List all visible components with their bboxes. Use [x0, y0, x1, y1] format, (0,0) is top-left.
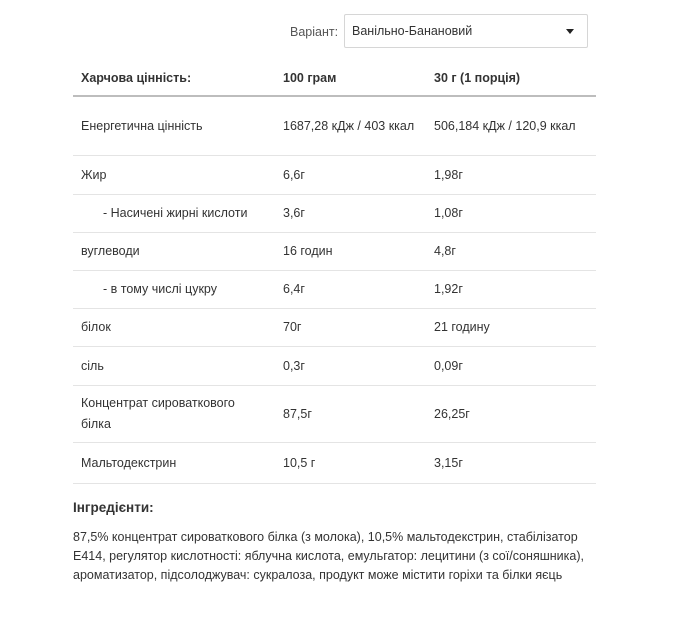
variant-selected-value: Ванільно-Банановий: [352, 24, 473, 38]
value-per-100g: 16 годин: [275, 233, 426, 271]
value-per-100g: 1687,28 кДж / 403 ккал: [275, 96, 426, 156]
value-per-100g: 0,3г: [275, 347, 426, 386]
value-per-serving: 3,15г: [426, 443, 596, 484]
value-per-serving: 1,08г: [426, 195, 596, 233]
value-per-100g: 3,6г: [275, 195, 426, 233]
table-row: [73, 386, 596, 443]
ingredients-text: 87,5% концентрат сироваткового білка (з молока), 10,5% мальтодекстрин, стабілізатор Е414, регулятор кислотності: яблучна кислота, емульгатор: лецитини (з сої/соняшника), ароматизатор, підсолоджувач: сукралоза, продукт може містити горіхи та білки яєць: [73, 530, 584, 582]
variant-select[interactable]: [344, 14, 588, 48]
variant-row: [290, 14, 473, 50]
nutrient-name: Енергетична цінність: [73, 96, 275, 156]
table-row: [73, 347, 596, 386]
value-per-serving: 1,98г: [426, 156, 596, 195]
variant-label: Варіант:: [290, 25, 339, 39]
table-row: [73, 156, 596, 195]
header-per-serving: 30 г (1 порція): [426, 62, 596, 96]
ingredients-title: Інгредієнти:: [73, 500, 154, 515]
value-per-serving: 506,184 кДж / 120,9 ккал: [426, 96, 596, 156]
value-per-100g: 87,5г: [275, 386, 426, 443]
nutrient-name: Мальтодекстрин: [73, 443, 275, 484]
nutrient-name: сіль: [73, 347, 275, 386]
nutrient-name: вуглеводи: [73, 233, 275, 271]
value-per-100g: 6,6г: [275, 156, 426, 195]
nutrient-name: Жир: [73, 156, 275, 195]
nutrition-header-row: [73, 62, 596, 96]
value-per-serving: 4,8г: [426, 233, 596, 271]
nutrient-name: - Насичені жирні кислоти: [73, 195, 275, 233]
table-row: [73, 309, 596, 347]
nutrient-name: - в тому числі цукру: [73, 271, 275, 309]
value-per-serving: 0,09г: [426, 347, 596, 386]
nutrient-name: Концентрат сироваткового білка: [73, 386, 275, 443]
chevron-down-icon: [566, 29, 574, 34]
nutrition-table: [73, 62, 596, 484]
table-row: [73, 96, 596, 156]
table-row: [73, 443, 596, 484]
value-per-100g: 70г: [275, 309, 426, 347]
table-row: [73, 233, 596, 271]
value-per-100g: 6,4г: [275, 271, 426, 309]
table-row: [73, 271, 596, 309]
value-per-serving: 1,92г: [426, 271, 596, 309]
value-per-100g: 10,5 г: [275, 443, 426, 484]
value-per-serving: 26,25г: [426, 386, 596, 443]
value-per-serving: 21 годину: [426, 309, 596, 347]
table-row: [73, 195, 596, 233]
nutrient-name: білок: [73, 309, 275, 347]
header-per-100g: 100 грам: [275, 62, 426, 96]
header-nutrient: Харчова цінність:: [73, 62, 275, 96]
